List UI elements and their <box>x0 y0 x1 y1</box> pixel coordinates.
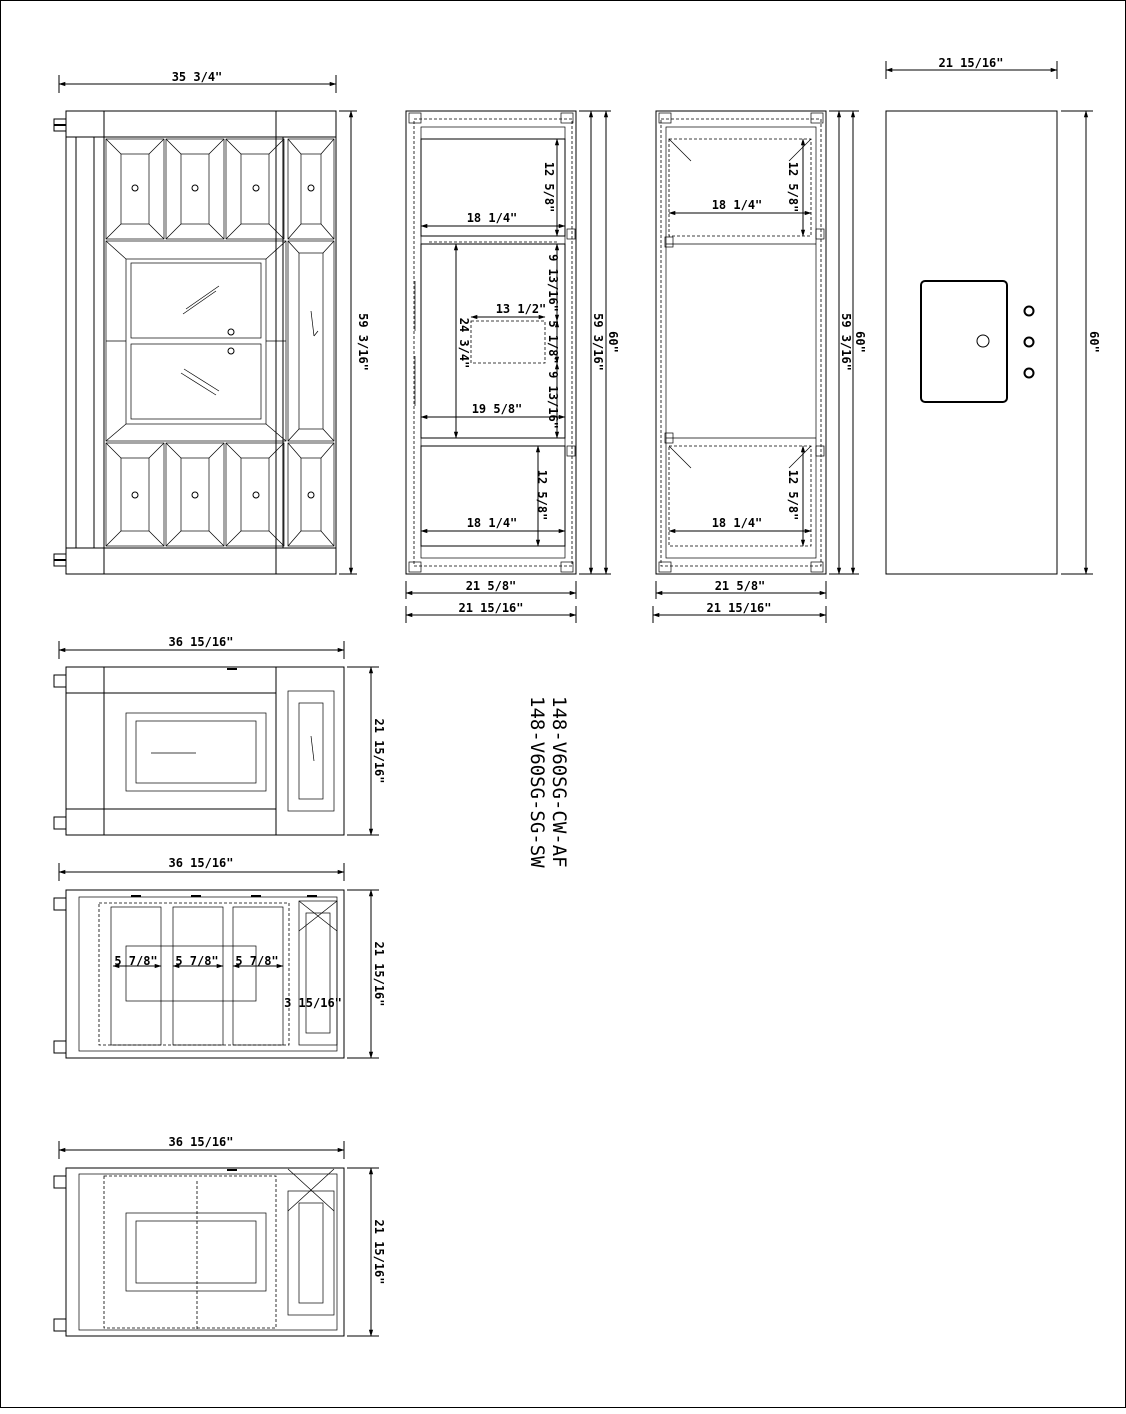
il-outer-height: 60" <box>606 331 620 353</box>
side-view-2 <box>54 856 386 1058</box>
sv1-width-label: 36 15/16" <box>168 635 234 649</box>
il-bottom-shelf-height: 12 5/8" <box>535 469 549 521</box>
side-view-1 <box>54 635 386 835</box>
ir-bottom-shelf-height: 12 5/8" <box>786 469 800 521</box>
technical-drawing <box>1 1 1126 1409</box>
ir-bottom-shelf-width: 18 1/4" <box>711 516 763 530</box>
ir-outer-height: 60" <box>853 331 867 353</box>
il-top-shelf-width: 18 1/4" <box>466 211 518 225</box>
il-drawer-height: 5 1/8" <box>546 320 560 364</box>
sv2-width-label: 36 15/16" <box>168 856 234 870</box>
countertop-view <box>886 56 1101 574</box>
ir-outer-width: 21 15/16" <box>706 601 772 615</box>
interior-view-left <box>406 111 620 623</box>
il-top-shelf-height: 12 5/8" <box>542 161 556 213</box>
sv3-depth-label: 21 15/16" <box>372 1219 386 1285</box>
front-height-label: 59 3/16" <box>356 313 370 371</box>
sv2-gap-a-label: 5 7/8" <box>114 954 158 968</box>
front-view <box>54 70 370 574</box>
il-mid-opening-height: 24 3/4" <box>457 317 471 369</box>
model-number-1: 148-V60SG-CW-AF <box>548 696 570 868</box>
il-drawer-width: 13 1/2" <box>495 302 547 316</box>
model-numbers <box>526 696 570 868</box>
sv2-gap-b-label: 5 7/8" <box>175 954 219 968</box>
il-inner-height: 59 3/16" <box>591 313 605 371</box>
model-number-2: 148-V60SG-SG-SW <box>526 696 548 868</box>
il-mid-width: 19 5/8" <box>471 402 523 416</box>
side-view-3 <box>54 1135 386 1336</box>
sv1-depth-label: 21 15/16" <box>372 718 386 784</box>
il-inner-width: 21 5/8" <box>465 579 517 593</box>
ir-inner-height: 59 3/16" <box>839 313 853 371</box>
countertop-height-label: 60" <box>1087 331 1101 353</box>
il-bottom-shelf-width: 18 1/4" <box>466 516 518 530</box>
il-outer-width: 21 15/16" <box>458 601 524 615</box>
ir-top-shelf-width: 18 1/4" <box>711 198 763 212</box>
il-mid-bottom-gap: 9 13/16" <box>546 371 560 429</box>
countertop-width-label: 21 15/16" <box>938 56 1004 70</box>
sv3-width-label: 36 15/16" <box>168 1135 234 1149</box>
front-width-label: 35 3/4" <box>171 70 223 84</box>
ir-top-shelf-height: 12 5/8" <box>786 161 800 213</box>
sv2-drawer-depth-label: 3 15/16" <box>284 996 342 1010</box>
sv2-depth-label: 21 15/16" <box>372 941 386 1007</box>
sv2-gap-c-label: 5 7/8" <box>235 954 279 968</box>
il-mid-top-gap: 9 13/16" <box>546 254 560 312</box>
interior-view-right <box>653 111 867 623</box>
ir-inner-width: 21 5/8" <box>714 579 766 593</box>
